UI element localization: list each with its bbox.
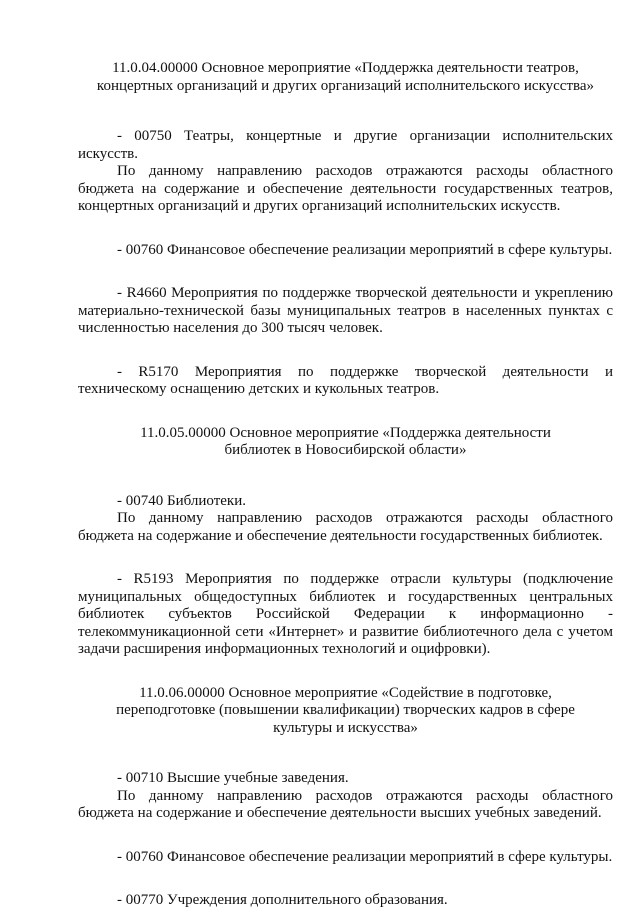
note-00710: По данному направлению расходов отражаются расходы областного бюджета на содержание и обеспечение деятельности высших учебных заведений.	[78, 787, 613, 821]
note-00750: По данному направлению расходов отражаются расходы областного бюджета на содержание и обеспечение деятельности государственных театров, концертных организаций и других организаций исполнительских искусств.	[78, 163, 613, 214]
heading-line: библиотек в Новосибирской области»	[224, 442, 467, 458]
item-00760-a: - 00760 Финансовое обеспечение реализации мероприятий в сфере культуры.	[117, 241, 613, 258]
heading-line: культуры и искусства»	[273, 719, 418, 736]
document-page	[78, 60, 613, 910]
heading-line: переподготовке (повышении квалификации) творческих кадров в сфере	[116, 702, 575, 718]
item-R5193	[78, 571, 613, 659]
item-00710: - 00710 Высшие учебные заведения.	[117, 770, 349, 786]
item-text: Мероприятия по поддержке отрасли культуры (подключение муниципальных общедоступных библиотек и государственных центральных библиотек субъектов Российской Федерации к информационно - телекоммуникационной сети «Интернет» и развитие библиотечного дела с учетом задачи расширения информационных технологий и оцифровки).	[78, 571, 614, 657]
section-heading-11-0-05	[78, 425, 613, 460]
heading-line: 11.0.04.00000 Основное мероприятие «Поддержка деятельности театров,	[112, 60, 579, 76]
item-R4660	[78, 285, 613, 338]
item-00740: - 00740 Библиотеки.	[117, 492, 246, 509]
item-text: Мероприятия по поддержке творческой деятельности и техническому оснащению детских и кукольных театров.	[78, 363, 613, 397]
heading-line: 11.0.06.00000 Основное мероприятие «Содействие в подготовке,	[139, 684, 552, 701]
item-text: Мероприятия по поддержке творческой деятельности и укреплению материально-технической базы муниципальных театров в населенных пунктах с численностью населения до 300 тысяч человек.	[78, 285, 614, 336]
item-00770: - 00770 Учреждения дополнительного образования.	[117, 892, 448, 908]
item-00750: - 00750 Театры, концертные и другие организации исполнительских искусств.	[78, 128, 613, 162]
section-heading-11-0-06	[78, 685, 613, 738]
note-00740: По данному направлению расходов отражаются расходы областного бюджета на содержание и обеспечение деятельности государственных библиотек.	[78, 510, 613, 544]
heading-line: 11.0.05.00000 Основное мероприятие «Поддержка деятельности	[140, 424, 551, 441]
item-code: - R5170	[117, 363, 179, 380]
heading-line: концертных организаций и других организаций исполнительского искусства»	[96, 77, 595, 94]
section-heading-11-0-04	[78, 60, 613, 95]
item-00760-b: - 00760 Финансовое обеспечение реализации мероприятий в сфере культуры.	[117, 848, 613, 865]
item-code: - R5193	[117, 571, 174, 587]
item-R5170	[78, 364, 613, 399]
item-code: - R4660	[117, 285, 167, 301]
